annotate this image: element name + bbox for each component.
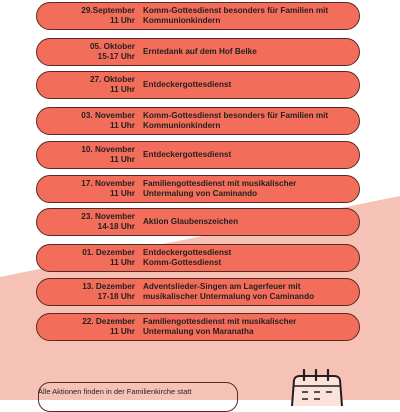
event-title: Familiengottesdienst mit musikalischer bbox=[143, 179, 297, 188]
event-title: Entdeckergottesdienst bbox=[143, 80, 232, 89]
event-title-line2: Kommunionkindern bbox=[143, 16, 221, 25]
event-time: 11 Uhr bbox=[109, 258, 135, 267]
calendar-icon bbox=[282, 366, 352, 406]
event-date: 22. Dezember bbox=[82, 317, 135, 326]
event-title-line2: musikalischer Untermalung von Caminando bbox=[143, 292, 315, 301]
event-card bbox=[36, 278, 360, 306]
event-date: 27. Oktober bbox=[89, 75, 135, 84]
event-date: 10. November bbox=[81, 145, 135, 154]
event-time: 11 Uhr bbox=[109, 155, 135, 164]
event-title: Entdeckergottesdienst bbox=[143, 150, 232, 159]
event-title: Komm-Gottesdienst besonders für Familien mit bbox=[143, 6, 329, 15]
event-card bbox=[36, 141, 360, 169]
event-title-line2: Kommunionkindern bbox=[143, 121, 221, 130]
event-title-line2: Untermalung von Maranatha bbox=[143, 327, 254, 336]
event-time: 11 Uhr bbox=[109, 121, 135, 130]
event-title: Aktion Glaubenszeichen bbox=[143, 217, 239, 226]
event-title: Entdeckergottesdienst bbox=[143, 248, 232, 257]
footer-note: Alle Aktionen finden in der Familienkirche statt bbox=[38, 387, 192, 396]
event-time: 14-18 Uhr bbox=[97, 222, 135, 231]
event-time: 17-18 Uhr bbox=[97, 292, 135, 301]
event-card bbox=[36, 2, 360, 30]
event-date: 03. November bbox=[81, 111, 135, 120]
event-card bbox=[36, 38, 360, 66]
event-time: 11 Uhr bbox=[109, 189, 135, 198]
event-date: 17. November bbox=[81, 179, 135, 188]
event-date: 05. Oktober bbox=[89, 42, 135, 51]
event-date: 01. Dezember bbox=[82, 248, 135, 257]
event-date: 13. Dezember bbox=[82, 282, 135, 291]
event-card bbox=[36, 208, 360, 236]
event-card bbox=[36, 313, 360, 341]
event-time: 15-17 Uhr bbox=[97, 52, 135, 61]
event-title-line2: Komm-Gottesdienst bbox=[143, 258, 222, 267]
event-card bbox=[36, 71, 360, 99]
event-title: Familiengottesdienst mit musikalischer bbox=[143, 317, 297, 326]
event-time: 11 Uhr bbox=[109, 85, 135, 94]
event-time: 11 Uhr bbox=[109, 327, 135, 336]
event-title: Adventslieder-Singen am Lagerfeuer mit bbox=[143, 282, 301, 291]
event-title: Erntedank auf dem Hof Belke bbox=[143, 47, 257, 56]
event-time: 11 Uhr bbox=[109, 16, 135, 25]
event-title: Komm-Gottesdienst besonders für Familien mit bbox=[143, 111, 329, 120]
event-card bbox=[36, 107, 360, 135]
event-card bbox=[36, 175, 360, 203]
event-title-line2: Untermalung von Caminando bbox=[143, 189, 258, 198]
event-card bbox=[36, 244, 360, 272]
event-date: 29.September bbox=[81, 6, 135, 15]
event-date: 23. November bbox=[81, 212, 135, 221]
